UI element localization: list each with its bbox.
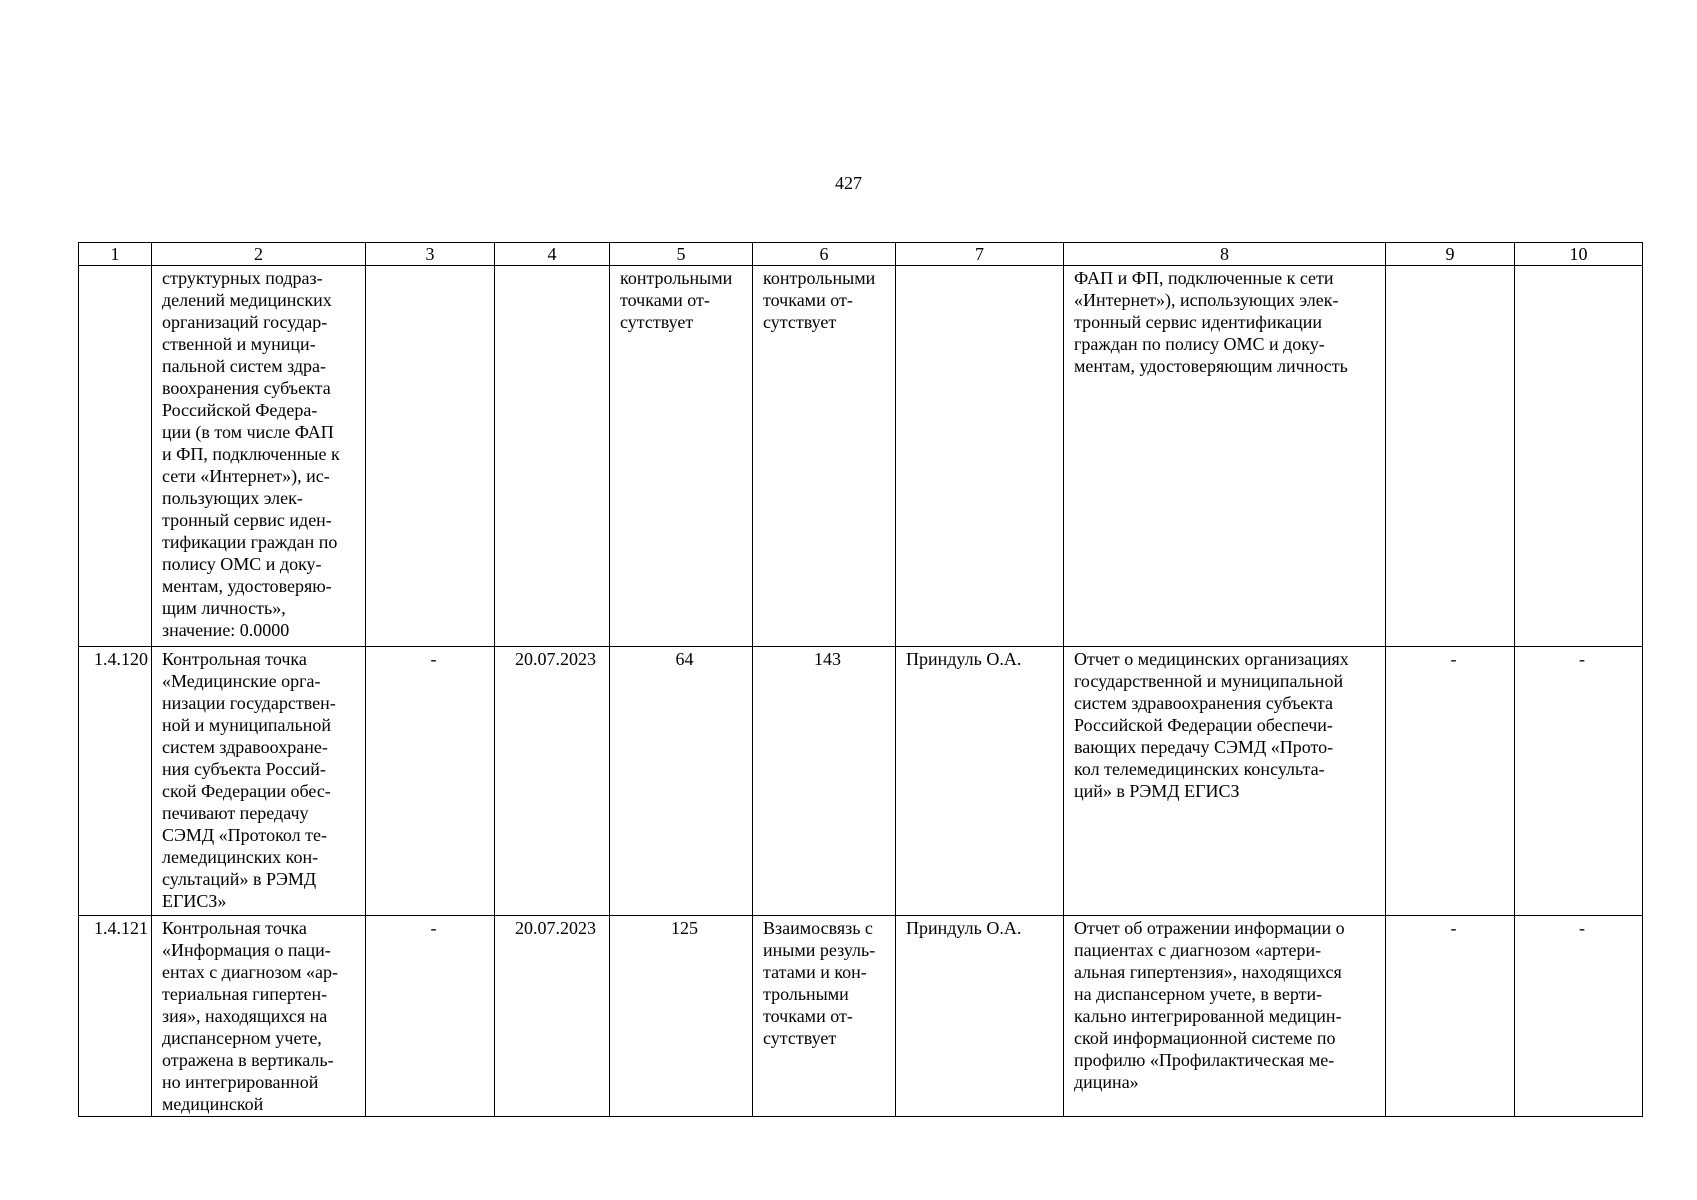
cell-responsible — [896, 266, 1064, 647]
col-header-3: 3 — [366, 243, 495, 266]
cell-responsible: Приндуль О.А. — [896, 647, 1064, 916]
cell-responsible: Приндуль О.А. — [896, 916, 1064, 1117]
col-header-2: 2 — [152, 243, 366, 266]
page-number: 427 — [835, 173, 862, 193]
cell-col9 — [1386, 266, 1515, 647]
header-row — [79, 243, 1643, 266]
table-row — [79, 647, 1643, 916]
col-header-1: 1 — [79, 243, 152, 266]
cell-col5: 125 — [610, 916, 753, 1117]
cell-col3 — [366, 266, 495, 647]
col-header-5: 5 — [610, 243, 753, 266]
cell-col6: Взаимосвязь с иными резуль- татами и кон- трольными точками от- сутствует — [753, 916, 896, 1117]
cell-col9: - — [1386, 916, 1515, 1117]
cell-col6: контрольными точками от- сутствует — [753, 266, 896, 647]
cell-col5: 64 — [610, 647, 753, 916]
cell-report: Отчет об отражении информации о пациентах с диагнозом «артери- альная гипертензия», находящихся на диспансерном учете, в верти- кально интегрированной медицин- ской информационной системе по профилю «Профилактическая ме- дицина» — [1064, 916, 1386, 1117]
row-number: 1.4.120 — [79, 647, 152, 916]
col-header-8: 8 — [1064, 243, 1386, 266]
cell-date: 20.07.2023 — [495, 916, 610, 1117]
cell-col10: - — [1515, 916, 1643, 1117]
cell-col10: - — [1515, 647, 1643, 916]
item-description: Контрольная точка «Медицинские орга- низации государствен- ной и муниципальной систем здравоохране- ния субъекта Россий- ской Федерации обес- печивают передачу СЭМД «Протокол те- лемедицинских кон- сультаций» в РЭМД ЕГИСЗ» — [152, 647, 366, 916]
cell-col10 — [1515, 266, 1643, 647]
cell-col5: контрольными точками от- сутствует — [610, 266, 753, 647]
cell-col3: - — [366, 647, 495, 916]
col-header-10: 10 — [1515, 243, 1643, 266]
table-row — [79, 266, 1643, 647]
cell-date: 20.07.2023 — [495, 647, 610, 916]
item-description: Контрольная точка «Информация о паци- ентах с диагнозом «ар- териальная гипертен- зия», находящихся на диспансерном учете, отражена в вертикаль- но интегрированной медицинской — [152, 916, 366, 1117]
row-number: 1.4.121 — [79, 916, 152, 1117]
table-row — [79, 916, 1643, 1117]
cell-col3: - — [366, 916, 495, 1117]
row-number — [79, 266, 152, 647]
cell-report: ФАП и ФП, подключенные к сети «Интернет»), использующих элек- тронный сервис идентификации граждан по полису ОМС и доку- ментам, удостоверяющим личность — [1064, 266, 1386, 647]
col-header-9: 9 — [1386, 243, 1515, 266]
col-header-4: 4 — [495, 243, 610, 266]
cell-col6: 143 — [753, 647, 896, 916]
cell-col9: - — [1386, 647, 1515, 916]
plan-table — [78, 242, 1643, 1117]
cell-date — [495, 266, 610, 647]
col-header-6: 6 — [753, 243, 896, 266]
col-header-7: 7 — [896, 243, 1064, 266]
item-description: структурных подраз- делений медицинских организаций государ- ственной и муници- пальной систем здра- воохранения субъекта Российской Федера- ции (в том числе ФАП и ФП, подключенные к сети «Интернет»), ис- пользующих элек- тронный сервис иден- тификации граждан по полису ОМС и доку- ментам, удостоверяю- щим личность», значение: 0.0000 — [152, 266, 366, 647]
cell-report: Отчет о медицинских организациях государственной и муниципальной систем здравоохранения субъекта Российской Федерации обеспечи- вающих передачу СЭМД «Прото- кол телемедицинских консульта- ций» в РЭМД ЕГИСЗ — [1064, 647, 1386, 916]
